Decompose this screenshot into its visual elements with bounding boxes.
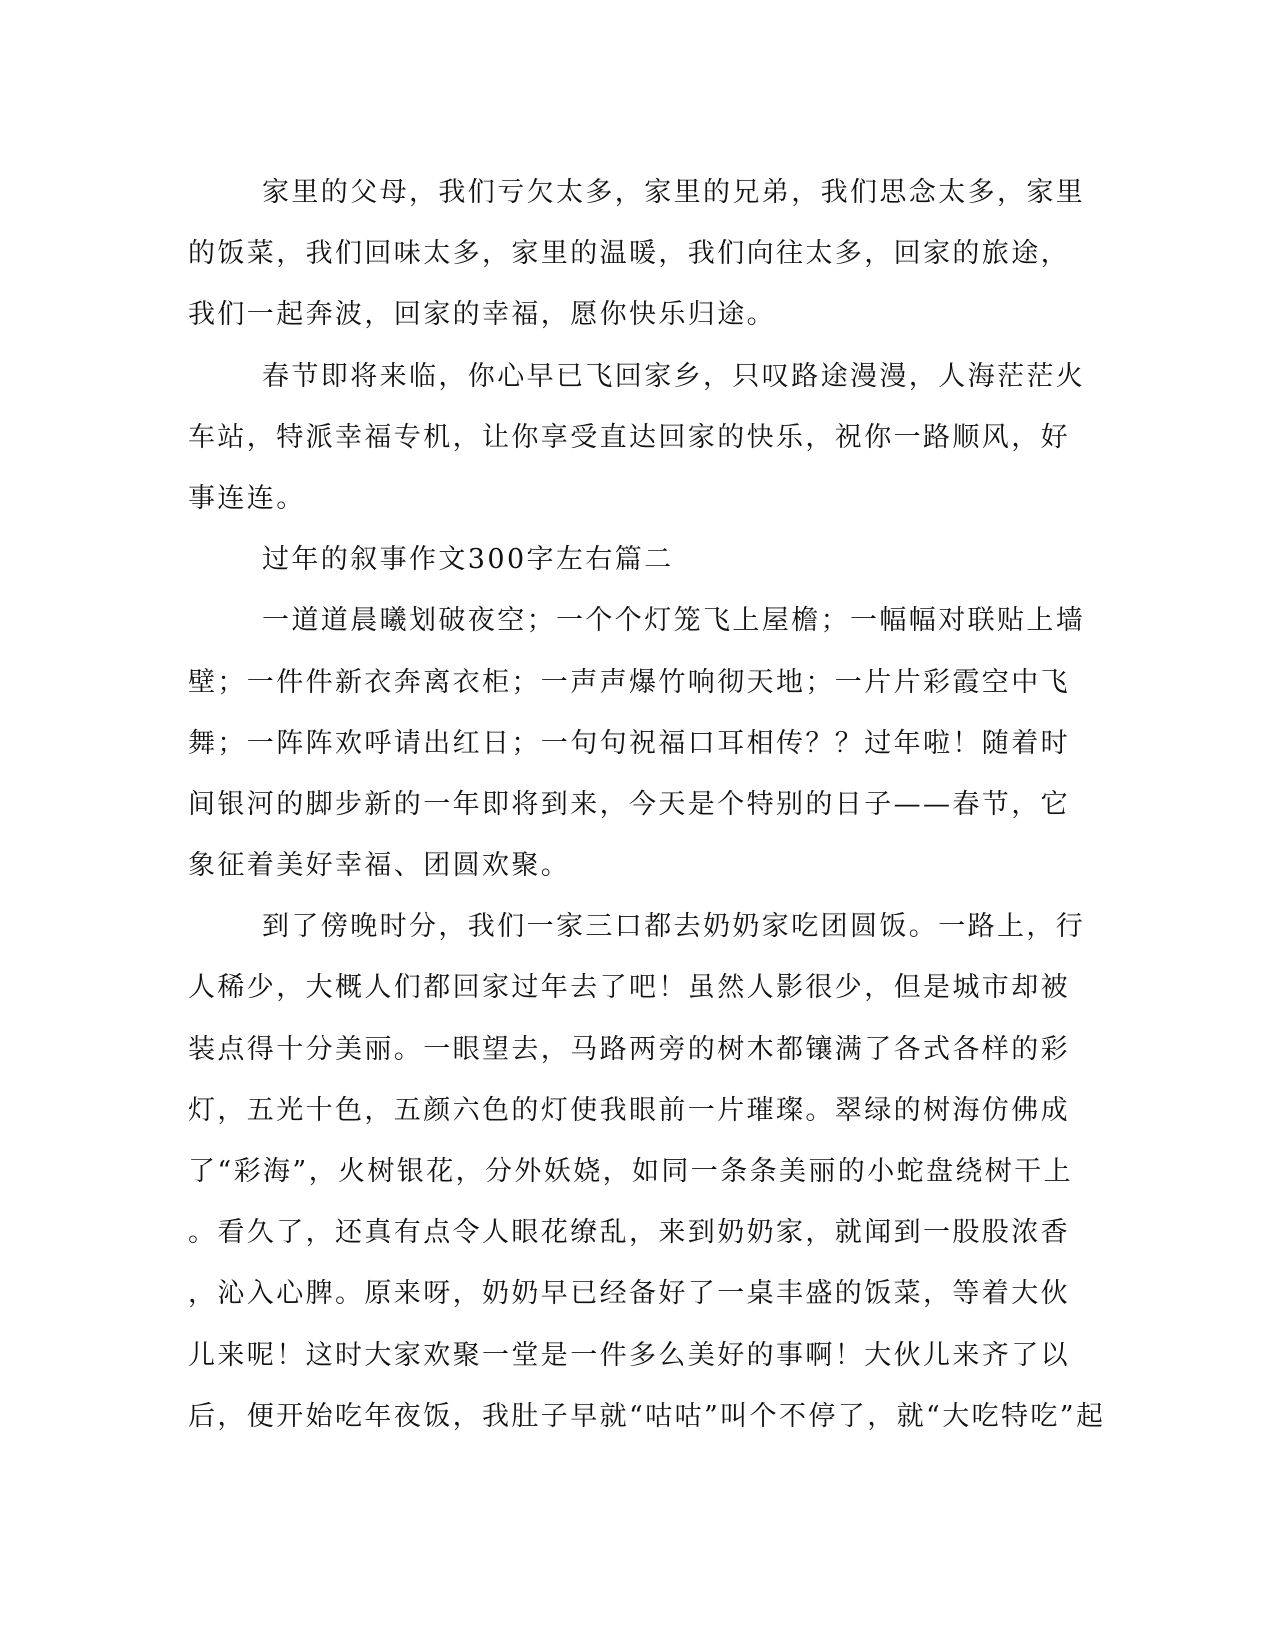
text-line: 间银河的脚步新的一年即将到来，今天是个特别的日子——春节，它	[188, 788, 1070, 820]
text-line: 人稀少，大概人们都回家过年去了吧！虽然人影很少，但是城市却被	[188, 972, 1070, 1004]
text-line: 到了傍晚时分，我们一家三口都去奶奶家吃团圆饭。一路上，行	[262, 911, 1086, 943]
text-line: 灯，五光十色，五颜六色的灯使我眼前一片璀璨。翠绿的树海仿佛成	[188, 1094, 1070, 1126]
text-line: 象征着美好幸福、团圆欢聚。	[188, 850, 571, 882]
section-heading: 过年的叙事作文300字左右篇二	[262, 544, 674, 576]
text-line: 壁；一件件新衣奔离衣柜；一声声爆竹响彻天地；一片片彩霞空中飞	[188, 666, 1070, 698]
text-line: 儿来呢！这时大家欢聚一堂是一件多么美好的事啊！大伙儿来齐了以	[188, 1339, 1070, 1371]
text-line: 事连连。	[188, 482, 306, 514]
text-line: 后，便开始吃年夜饭，我肚子早就“咕咕”叫个不停了，就“大吃特吃”起	[188, 1400, 1106, 1432]
text-line: ，沁入心脾。原来呀，奶奶早已经备好了一桌丰盛的饭菜，等着大伙	[188, 1278, 1070, 1310]
text-line: 了“彩海”，火树银花，分外妖娆，如同一条条美丽的小蛇盘绕树干上	[188, 1156, 1074, 1187]
text-line: 装点得十分美丽。一眼望去，马路两旁的树木都镶满了各式各样的彩	[188, 1033, 1070, 1065]
text-line: 家里的父母，我们亏欠太多，家里的兄弟，我们思念太多，家里	[262, 177, 1086, 208]
text-line: 我们一起奔波，回家的幸福，愿你快乐归途。	[188, 299, 776, 331]
text-line: 。看久了，还真有点令人眼花缭乱，来到奶奶家，就闻到一股股浓香	[188, 1217, 1070, 1249]
essay-text	[188, 162, 1106, 1447]
text-line: 一道道晨曦划破夜空；一个个灯笼飞上屋檐；一幅幅对联贴上墙	[262, 605, 1086, 637]
text-line: 春节即将来临，你心早已飞回家乡，只叹路途漫漫，人海茫茫火	[262, 360, 1086, 392]
text-line: 车站，特派幸福专机，让你享受直达回家的快乐，祝你一路顺风，好	[188, 421, 1070, 453]
text-line: 舞；一阵阵欢呼请出红日；一句句祝福口耳相传？？过年啦！随着时	[188, 727, 1070, 759]
text-line: 的饭菜，我们回味太多，家里的温暖，我们向往太多，回家的旅途，	[188, 238, 1070, 270]
